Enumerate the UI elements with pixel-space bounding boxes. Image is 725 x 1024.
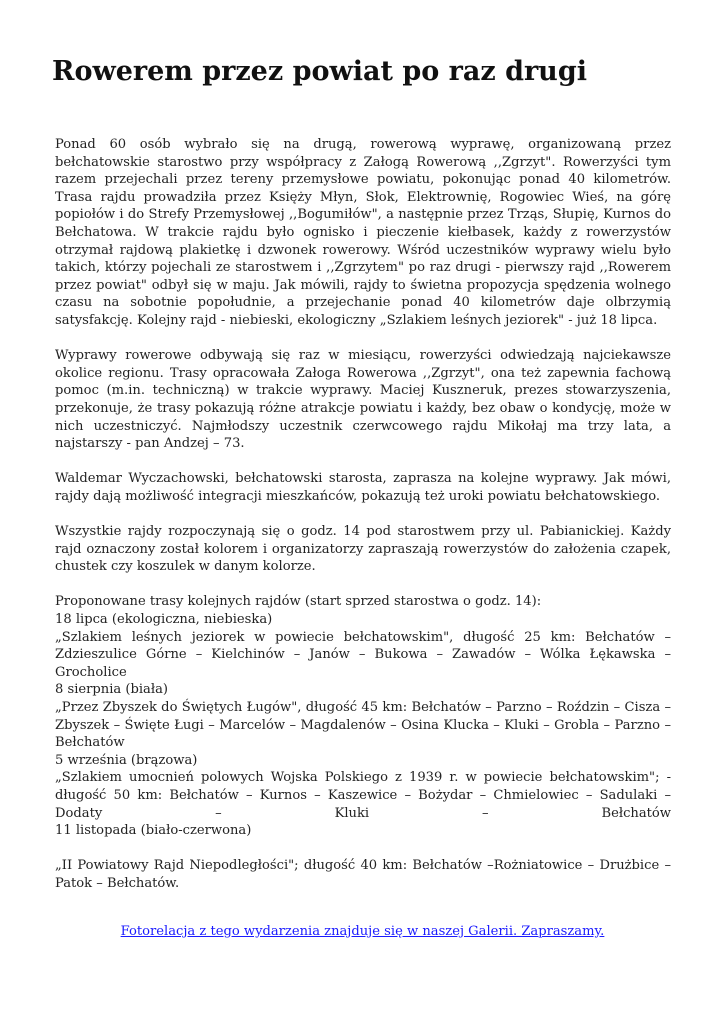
routes-list [55,593,671,839]
page-title: Rowerem przez powiat po raz drugi [52,56,587,87]
paragraph-5: „II Powiatowy Rajd Niepodległości"; długość 40 km: Bełchatów –Rożniatowice – Drużbice – Patok – Bełchatów. [55,858,671,891]
gallery-link[interactable]: Fotorelacja z tego wydarzenia znajduje się w naszej Galerii. Zapraszamy. [120,924,605,939]
route-1-date: 18 lipca (ekologiczna, niebieska) [55,612,273,628]
article-body [55,136,671,910]
route-3-date: 5 września (brązowa) [55,752,198,768]
route-4-date: 11 listopada (biało-czerwona) [55,823,252,839]
routes-intro: Proponowane trasy kolejnych rajdów (start sprzed starostwa o godz. 14): [55,594,542,610]
route-2-desc: „Przez Zbyszek do Świętych Ługów", długość 45 km: Bełchatów – Parzno – Roździn – Cisza – Zbyszek – Święte Ługi – Marcelów – Magdalenów – Osina Klucka – Kluki – Grobla – Parzno – Bełchatów [55,700,671,751]
route-2-date: 8 sierpnia (biała) [55,682,169,698]
route-3-desc: „Szlakiem umocnień polowych Wojska Polskiego z 1939 r. w powiecie bełchatowskim"; - długość 50 km: Bełchatów – Kurnos – Kaszewice – Bożydar – Chmielowiec – Sadulaki – Dodaty – Kluki – Bełchatów [55,770,671,821]
paragraph-4: Wszystkie rajdy rozpoczynają się o godz. 14 pod starostwem przy ul. Pabianickiej. Każdy rajd oznaczony został kolorem i organizatorzy zapraszają rowerzystów do założenia czapek, chustek czy koszulek w danym kolorze. [55,524,671,575]
paragraph-1: Ponad 60 osób wybrało się na drugą, rowerową wyprawę, organizowaną przez bełchatowskie starostwo przy współpracy z Załogą Rowerową ,,Zgrzyt". Rowerzyści tym razem przejechali przez tereny przemysłowe powiatu, pokonując ponad 40 kilometrów. Trasa rajdu prowadziła przez Księży Młyn, Słok, Elektrownię, Rogowiec Wieś, na górę popiołów i do Strefy Przemysłowej ,,Bogumiłów", a następnie przez Trząs, Słupię, Kurnos do Bełchatowa. W trakcie rajdu było ognisko i pieczenie kiełbasek, każdy z rowerzystów otrzymał rajdową plakietkę i dzwonek rowerowy. Wśród uczestników wyprawy wielu było takich, którzy pojechali ze starostwem i ,,Zgrzytem" po raz drugi - pierwszy rajd ,,Rowerem przez powiat" odbył się w maju. Jak mówili, rajdy to świetna propozycja spędzenia wolnego czasu na sobotnie popołudnie, a przejechanie ponad 40 kilometrów daje olbrzymią satysfakcję. Kolejny rajd - niebieski, ekologiczny „Szlakiem leśnych jeziorek" - już 18 lipca. [55,137,671,328]
gallery-link-container [0,924,725,939]
paragraph-3: Waldemar Wyczachowski, bełchatowski starosta, zaprasza na kolejne wyprawy. Jak mówi, rajdy dają możliwość integracji mieszkańców, pokazują też uroki powiatu bełchatowskiego. [55,471,671,504]
route-1-desc: „Szlakiem leśnych jeziorek w powiecie bełchatowskim", długość 25 km: Bełchatów – Zdzieszulice Górne – Kielchinów – Janów – Bukowa – Zawadów – Wólka Łękawska – Grocholice [55,629,671,680]
paragraph-2: Wyprawy rowerowe odbywają się raz w miesiącu, rowerzyści odwiedzają najciekawsze okolice regionu. Trasy opracowała Załoga Rowerowa ,,Zgrzyt", ona też zapewnia fachową pomoc (m.in. techniczną) w trakcie wyprawy. Maciej Kuszneruk, prezes stowarzyszenia, przekonuje, że trasy pokazują różne atrakcje powiatu i każdy, bez obaw o kondycję, może w nich uczestniczyć. Najmłodszy uczestnik czerwcowego rajdu Mikołaj ma trzy lata, a najstarszy - pan Andzej – 73. [55,348,671,452]
